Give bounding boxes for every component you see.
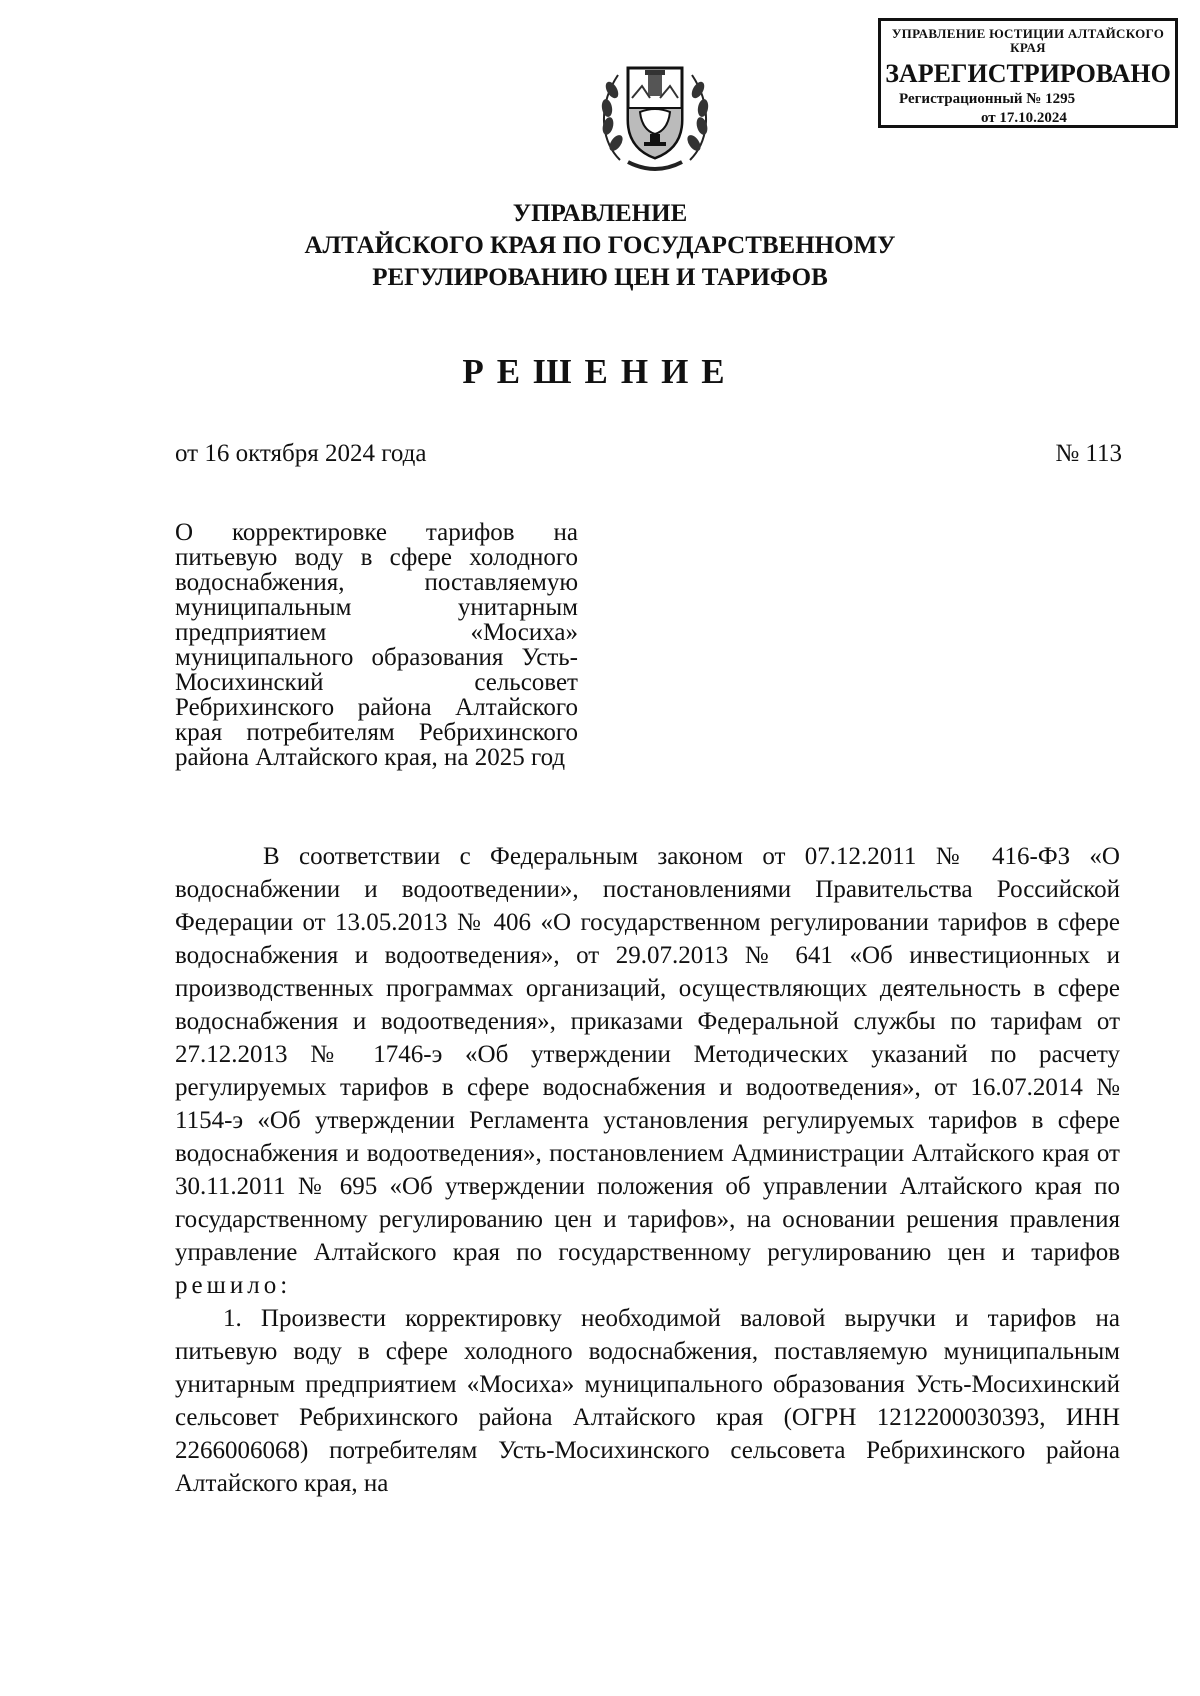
document-subject: О корректировке тарифов на питьевую воду в сфере холодного водоснабжения, поставляемую муниципальным унитарным предприятием «Мосиха» муниципального образования Усть-Мосихинский сельсовет Ребрихинского района Алтайского края потребителям Ребрихинского района Алтайского края, на 2025 год — [175, 519, 578, 771]
document-number: № 113 — [1055, 440, 1122, 467]
authority-line-3: РЕГУЛИРОВАНИЮ ЦЕН И ТАРИФОВ — [372, 264, 828, 291]
preamble-text: В соответствии с Федеральным законом от 07.12.2011 № 416-ФЗ «О водоснабжении и водоотведении», постановлениями Правительства Российской Федерации от 13.05.2013 № 406 «О государственном регулировании тарифов в сфере водоснабжения и водоотведения», от 29.07.2013 № 641 «Об инвестиционных и производственных программах организаций, осуществляющих деятельность в сфере водоснабжения и водоотведения», приказами Федеральной службы по тарифам от 27.12.2013 № 1746-э «Об утверждении Методических указаний по расчету регулируемых тарифов в сфере водоснабжения и водоотведения», от 16.07.2014 № 1154-э «Об утверждении Регламента установления регулируемых тарифов в сфере водоснабжения и водоотведения», постановлением Администрации Алтайского края от 30.11.2011 № 695 «Об утверждении положения об управлении Алтайского края по государственному регулированию цен и тарифов», на основании решения правления управление Алтайского края по государственному регулированию цен и тарифов — [175, 843, 1120, 1266]
resolved-word: решило: — [175, 1272, 292, 1299]
document-type: РЕШЕНИЕ — [462, 352, 738, 391]
stamp-organization: УПРАВЛЕНИЕ ЮСТИЦИИ АЛТАЙСКОГО КРАЯ — [891, 26, 1165, 55]
item-1-paragraph: 1. Произвести корректировку необходимой валовой выручки и тарифов на питьевую воду в сфере холодного водоснабжения, поставляемую муниципальным унитарным предприятием «Мосиха» муниципального образования Усть-Мосихинский сельсовет Ребрихинского района Алтайского края (ОГРН 1212200030393, ИНН 2266006068) потребителям Усть-Мосихинского сельсовета Ребрихинского района Алтайского края, на — [175, 1305, 1120, 1497]
preamble-paragraph — [175, 840, 1120, 1302]
stamp-status: ЗАРЕГИСТРИРОВАНО — [885, 59, 1171, 88]
authority-line-1: УПРАВЛЕНИЕ — [512, 200, 688, 227]
registration-stamp — [878, 18, 1178, 128]
authority-line-2: АЛТАЙСКОГО КРАЯ ПО ГОСУДАРСТВЕННОМУ — [304, 232, 896, 259]
stamp-registration-date: от 17.10.2024 — [981, 110, 1067, 126]
altai-krai-coat-of-arms-icon — [590, 50, 720, 180]
stamp-registration-number: Регистрационный № 1295 — [899, 91, 1076, 107]
issuing-authority — [0, 198, 1200, 294]
document-date: от 16 октября 2024 года — [175, 440, 427, 467]
document-body — [175, 840, 1120, 1500]
